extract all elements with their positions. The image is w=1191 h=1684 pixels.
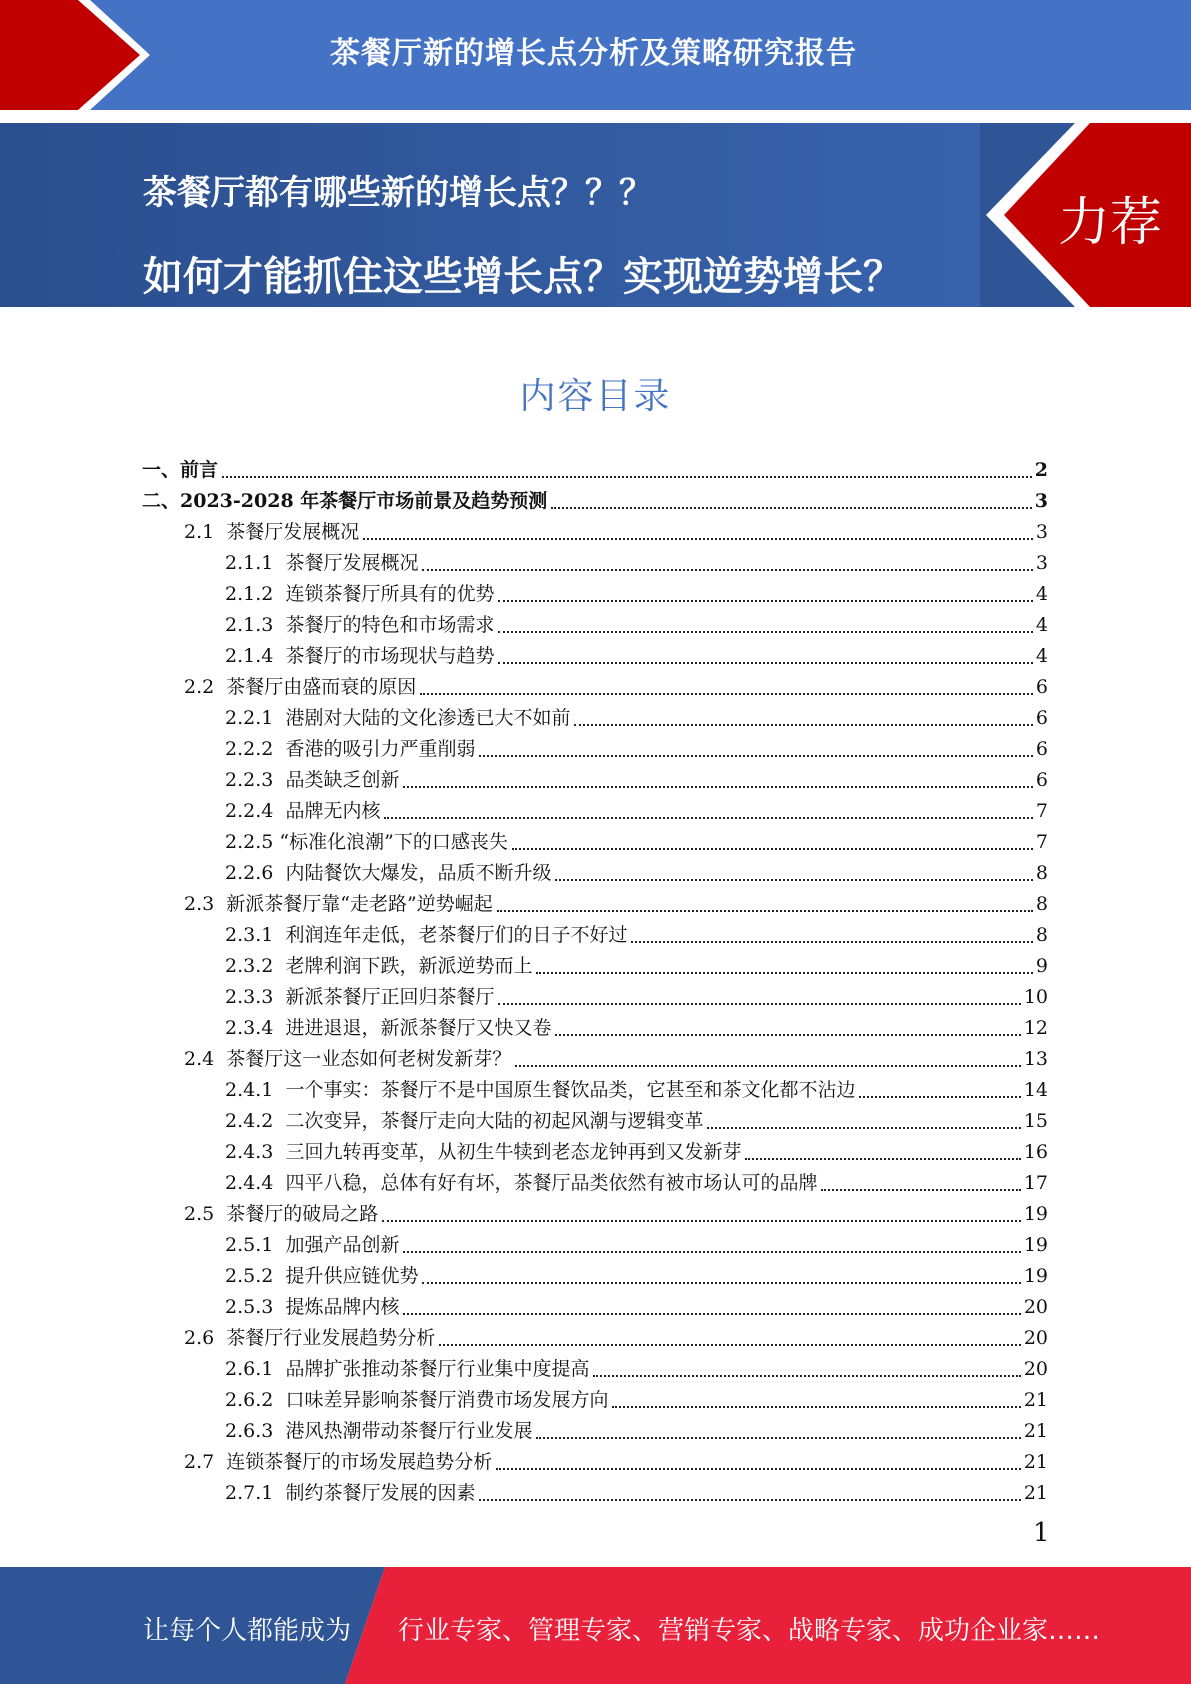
page-number: 1 — [1033, 1518, 1050, 1548]
toc-entry-label: 新派茶餐厅靠“走老路”逆势崛起 — [226, 893, 493, 915]
toc-entry-number: 2.4.4 — [225, 1172, 286, 1194]
toc-entry-number: 2.1.2 — [225, 583, 286, 605]
table-of-contents — [142, 455, 1048, 1509]
toc-entry[interactable] — [142, 610, 1048, 641]
toc-entry-number: 2.3 — [184, 893, 227, 915]
toc-entry-page: 7 — [1035, 800, 1048, 822]
toc-entry[interactable] — [142, 1478, 1048, 1509]
toc-entry-number: 2.6.3 — [225, 1420, 286, 1442]
toc-entry-page: 6 — [1035, 738, 1048, 760]
toc-leader-dots — [612, 1405, 1020, 1408]
toc-entry-number: 2.3.2 — [225, 955, 286, 977]
toc-entry-number: 2.4.2 — [225, 1110, 286, 1132]
toc-entry[interactable] — [142, 858, 1048, 889]
toc-entry-label: 茶餐厅由盛而衰的原因 — [226, 676, 417, 698]
toc-entry[interactable] — [142, 1354, 1048, 1385]
toc-entry-label: 利润连年走低，老茶餐厅们的日子不好过 — [285, 924, 628, 946]
toc-entry[interactable] — [142, 579, 1048, 610]
headline-question-2: 如何才能抓住这些增长点？实现逆势增长？ — [143, 254, 903, 300]
toc-entry-number: 2.1.4 — [225, 645, 286, 667]
toc-leader-dots — [403, 1250, 1020, 1253]
toc-entry-page: 8 — [1035, 862, 1048, 884]
toc-entry-page: 14 — [1023, 1079, 1048, 1101]
toc-leader-dots — [479, 1498, 1020, 1501]
toc-entry-page: 13 — [1023, 1048, 1048, 1070]
toc-entry-page: 6 — [1035, 676, 1048, 698]
toc-leader-dots — [631, 940, 1032, 943]
toc-entry[interactable] — [142, 1168, 1048, 1199]
red-arrow-decoration — [0, 0, 150, 110]
footer-slogan-left: 让每个人都能成为 — [143, 1616, 352, 1646]
toc-entry[interactable] — [142, 1075, 1048, 1106]
toc-entry-label: 港风热潮带动茶餐厅行业发展 — [285, 1420, 533, 1442]
toc-entry-page: 7 — [1035, 831, 1048, 853]
toc-entry-page: 6 — [1035, 707, 1048, 729]
toc-entry-page: 21 — [1023, 1389, 1048, 1411]
toc-leader-dots — [512, 847, 1033, 850]
toc-entry-label: 港剧对大陆的文化渗透已大不如前 — [285, 707, 571, 729]
toc-entry-label: 口味差异影响茶餐厅消费市场发展方向 — [285, 1389, 609, 1411]
toc-entry-page: 20 — [1023, 1358, 1048, 1380]
toc-entry-number: 2.2.5 — [225, 831, 280, 853]
toc-leader-dots — [821, 1188, 1020, 1191]
toc-entry-number: 2.2 — [184, 676, 227, 698]
toc-entry[interactable] — [142, 827, 1048, 858]
toc-entry-label: 茶餐厅行业发展趋势分析 — [226, 1327, 436, 1349]
toc-entry-page: 8 — [1035, 893, 1048, 915]
toc-entry[interactable] — [142, 765, 1048, 796]
toc-entry-label: 茶餐厅发展概况 — [226, 521, 360, 543]
toc-entry-page: 3 — [1034, 490, 1048, 512]
toc-entry-number: 2.4 — [184, 1048, 227, 1070]
toc-entry-label: 茶餐厅这一业态如何老树发新芽？ — [226, 1048, 512, 1070]
toc-entry-number: 2.4.1 — [225, 1079, 286, 1101]
toc-entry-page: 20 — [1023, 1327, 1048, 1349]
toc-entry-label: 2023-2028 年茶餐厅市场前景及趋势预测 — [180, 490, 548, 512]
toc-entry-page: 21 — [1023, 1482, 1048, 1504]
toc-entry-label: 前言 — [180, 459, 219, 481]
toc-leader-dots — [536, 1436, 1020, 1439]
toc-entry[interactable] — [142, 920, 1048, 951]
toc-entry[interactable] — [142, 1292, 1048, 1323]
toc-leader-dots — [859, 1095, 1020, 1098]
toc-entry-label: 茶餐厅的特色和市场需求 — [285, 614, 495, 636]
toc-entry-number: 2.2.1 — [225, 707, 286, 729]
toc-entry[interactable] — [142, 486, 1048, 517]
toc-entry-label: 二次变异，茶餐厅走向大陆的初起风潮与逻辑变革 — [285, 1110, 704, 1132]
toc-leader-dots — [403, 785, 1032, 788]
toc-entry-label: 制约茶餐厅发展的因素 — [285, 1482, 476, 1504]
toc-entry[interactable] — [142, 1106, 1048, 1137]
toc-entry-number: 2.4.3 — [225, 1141, 286, 1163]
toc-entry[interactable] — [142, 1137, 1048, 1168]
toc-entry-number: 2.2.4 — [225, 800, 286, 822]
toc-entry-label: 四平八稳，总体有好有坏，茶餐厅品类依然有被市场认可的品牌 — [285, 1172, 818, 1194]
recommend-label: 力荐 — [1058, 193, 1163, 253]
headline-question-1: 茶餐厅都有哪些新的增长点？？？ — [143, 173, 653, 213]
toc-entry-number: 2.7 — [184, 1451, 227, 1473]
toc-entry[interactable] — [142, 548, 1048, 579]
toc-entry-page: 8 — [1035, 924, 1048, 946]
toc-entry[interactable] — [142, 1013, 1048, 1044]
toc-entry-label: 老牌利润下跌，新派逆势而上 — [285, 955, 533, 977]
toc-entry-number: 2.3.3 — [225, 986, 286, 1008]
toc-leader-dots — [439, 1343, 1021, 1346]
toc-entry-number: 2.5.1 — [225, 1234, 286, 1256]
toc-entry-page: 12 — [1023, 1017, 1048, 1039]
toc-entry-label: 进进退退，新派茶餐厅又快又卷 — [285, 1017, 552, 1039]
toc-entry-label: 连锁茶餐厅的市场发展趋势分析 — [226, 1451, 493, 1473]
toc-leader-dots — [382, 1219, 1021, 1222]
toc-entry-label: 品牌无内核 — [285, 800, 381, 822]
toc-entry-page: 19 — [1023, 1203, 1048, 1225]
toc-entry[interactable] — [142, 703, 1048, 734]
toc-entry-page: 9 — [1035, 955, 1048, 977]
toc-leader-dots — [497, 909, 1033, 912]
toc-entry-page: 4 — [1035, 583, 1048, 605]
toc-entry-page: 2 — [1034, 459, 1048, 481]
toc-entry-page: 19 — [1023, 1265, 1048, 1287]
toc-entry-number: 2.1 — [184, 521, 227, 543]
toc-entry-number: 2.3.4 — [225, 1017, 286, 1039]
report-title: 茶餐厅新的增长点分析及策略研究报告 — [330, 36, 857, 71]
toc-leader-dots — [384, 816, 1032, 819]
toc-entry[interactable] — [142, 1230, 1048, 1261]
toc-entry[interactable] — [142, 889, 1048, 920]
toc-entry[interactable] — [142, 1447, 1048, 1478]
toc-leader-dots — [498, 661, 1032, 664]
toc-entry-page: 3 — [1035, 552, 1048, 574]
toc-entry-label: 一个事实：茶餐厅不是中国原生餐饮品类，它甚至和茶文化都不沾边 — [285, 1079, 856, 1101]
toc-entry-label: 香港的吸引力严重削弱 — [285, 738, 476, 760]
toc-leader-dots — [536, 971, 1032, 974]
toc-entry-number: 2.1.1 — [225, 552, 286, 574]
toc-leader-dots — [593, 1374, 1020, 1377]
toc-leader-dots — [555, 1033, 1020, 1036]
toc-entry-label: 加强产品创新 — [285, 1234, 400, 1256]
toc-entry-page: 20 — [1023, 1296, 1048, 1318]
footer-slogan-right: 行业专家、管理专家、营销专家、战略专家、成功企业家…… — [398, 1616, 1101, 1646]
toc-entry-page: 21 — [1023, 1451, 1048, 1473]
toc-entry-number: 2.2.3 — [225, 769, 286, 791]
toc-entry[interactable] — [142, 1261, 1048, 1292]
toc-entry-label: 提炼品牌内核 — [285, 1296, 400, 1318]
toc-entry[interactable] — [142, 951, 1048, 982]
toc-leader-dots — [422, 568, 1032, 571]
toc-entry[interactable] — [142, 517, 1048, 548]
toc-entry[interactable] — [142, 982, 1048, 1013]
toc-entry-page: 3 — [1035, 521, 1048, 543]
toc-entry-number: 2.2.2 — [225, 738, 286, 760]
toc-entry-page: 6 — [1035, 769, 1048, 791]
toc-entry-label: 连锁茶餐厅所具有的优势 — [285, 583, 495, 605]
toc-leader-dots — [574, 723, 1032, 726]
toc-entry[interactable] — [142, 1199, 1048, 1230]
toc-leader-dots — [496, 1467, 1021, 1470]
toc-entry-page: 21 — [1023, 1420, 1048, 1442]
toc-entry-page: 4 — [1035, 614, 1048, 636]
toc-entry-label: 品牌扩张推动茶餐厅行业集中度提高 — [285, 1358, 590, 1380]
toc-leader-dots — [707, 1126, 1020, 1129]
toc-entry-page: 15 — [1023, 1110, 1048, 1132]
toc-entry[interactable] — [142, 1385, 1048, 1416]
toc-entry[interactable] — [142, 1323, 1048, 1354]
toc-entry-page: 17 — [1023, 1172, 1048, 1194]
toc-entry[interactable] — [142, 455, 1048, 486]
toc-entry-label: 三回九转再变革，从初生牛犊到老态龙钟再到又发新芽 — [285, 1141, 742, 1163]
toc-entry-number: 2.2.6 — [225, 862, 286, 884]
toc-entry-page: 4 — [1035, 645, 1048, 667]
toc-entry-number: 一、 — [142, 459, 181, 481]
toc-leader-dots — [515, 1064, 1021, 1067]
toc-entry[interactable] — [142, 796, 1048, 827]
toc-entry-number: 2.6.2 — [225, 1389, 286, 1411]
toc-entry[interactable] — [142, 641, 1048, 672]
toc-entry-number: 2.3.1 — [225, 924, 286, 946]
toc-entry-page: 19 — [1023, 1234, 1048, 1256]
toc-entry[interactable] — [142, 672, 1048, 703]
toc-leader-dots — [420, 692, 1033, 695]
toc-entry[interactable] — [142, 1044, 1048, 1075]
toc-entry-number: 二、 — [142, 490, 181, 512]
toc-entry-label: 内陆餐饮大爆发，品质不断升级 — [285, 862, 552, 884]
toc-entry-number: 2.7.1 — [225, 1482, 286, 1504]
toc-leader-dots — [745, 1157, 1020, 1160]
toc-leader-dots — [222, 475, 1032, 478]
toc-entry-label: 品类缺乏创新 — [285, 769, 400, 791]
toc-leader-dots — [498, 630, 1032, 633]
toc-entry-page: 10 — [1023, 986, 1048, 1008]
toc-entry[interactable] — [142, 1416, 1048, 1447]
toc-entry-page: 16 — [1023, 1141, 1048, 1163]
toc-leader-dots — [498, 1002, 1020, 1005]
toc-leader-dots — [422, 1281, 1020, 1284]
toc-entry-label: 新派茶餐厅正回归茶餐厅 — [285, 986, 495, 1008]
toc-entry-label: 茶餐厅的破局之路 — [226, 1203, 379, 1225]
toc-entry-number: 2.5 — [184, 1203, 227, 1225]
toc-entry-number: 2.5.2 — [225, 1265, 286, 1287]
toc-entry-label: 茶餐厅的市场现状与趋势 — [285, 645, 495, 667]
toc-leader-dots — [555, 878, 1032, 881]
toc-entry-number: 2.5.3 — [225, 1296, 286, 1318]
toc-entry-number: 2.6 — [184, 1327, 227, 1349]
toc-entry-number: 2.6.1 — [225, 1358, 286, 1380]
toc-leader-dots — [479, 754, 1032, 757]
toc-entry-label: “标准化浪潮”下的口感丧失 — [279, 831, 508, 853]
toc-leader-dots — [551, 506, 1031, 509]
toc-title: 内容目录 — [519, 376, 672, 417]
toc-leader-dots — [498, 599, 1032, 602]
toc-leader-dots — [363, 537, 1033, 540]
toc-entry[interactable] — [142, 734, 1048, 765]
toc-entry-number: 2.1.3 — [225, 614, 286, 636]
toc-leader-dots — [403, 1312, 1020, 1315]
toc-entry-label: 提升供应链优势 — [285, 1265, 419, 1287]
toc-entry-label: 茶餐厅发展概况 — [285, 552, 419, 574]
